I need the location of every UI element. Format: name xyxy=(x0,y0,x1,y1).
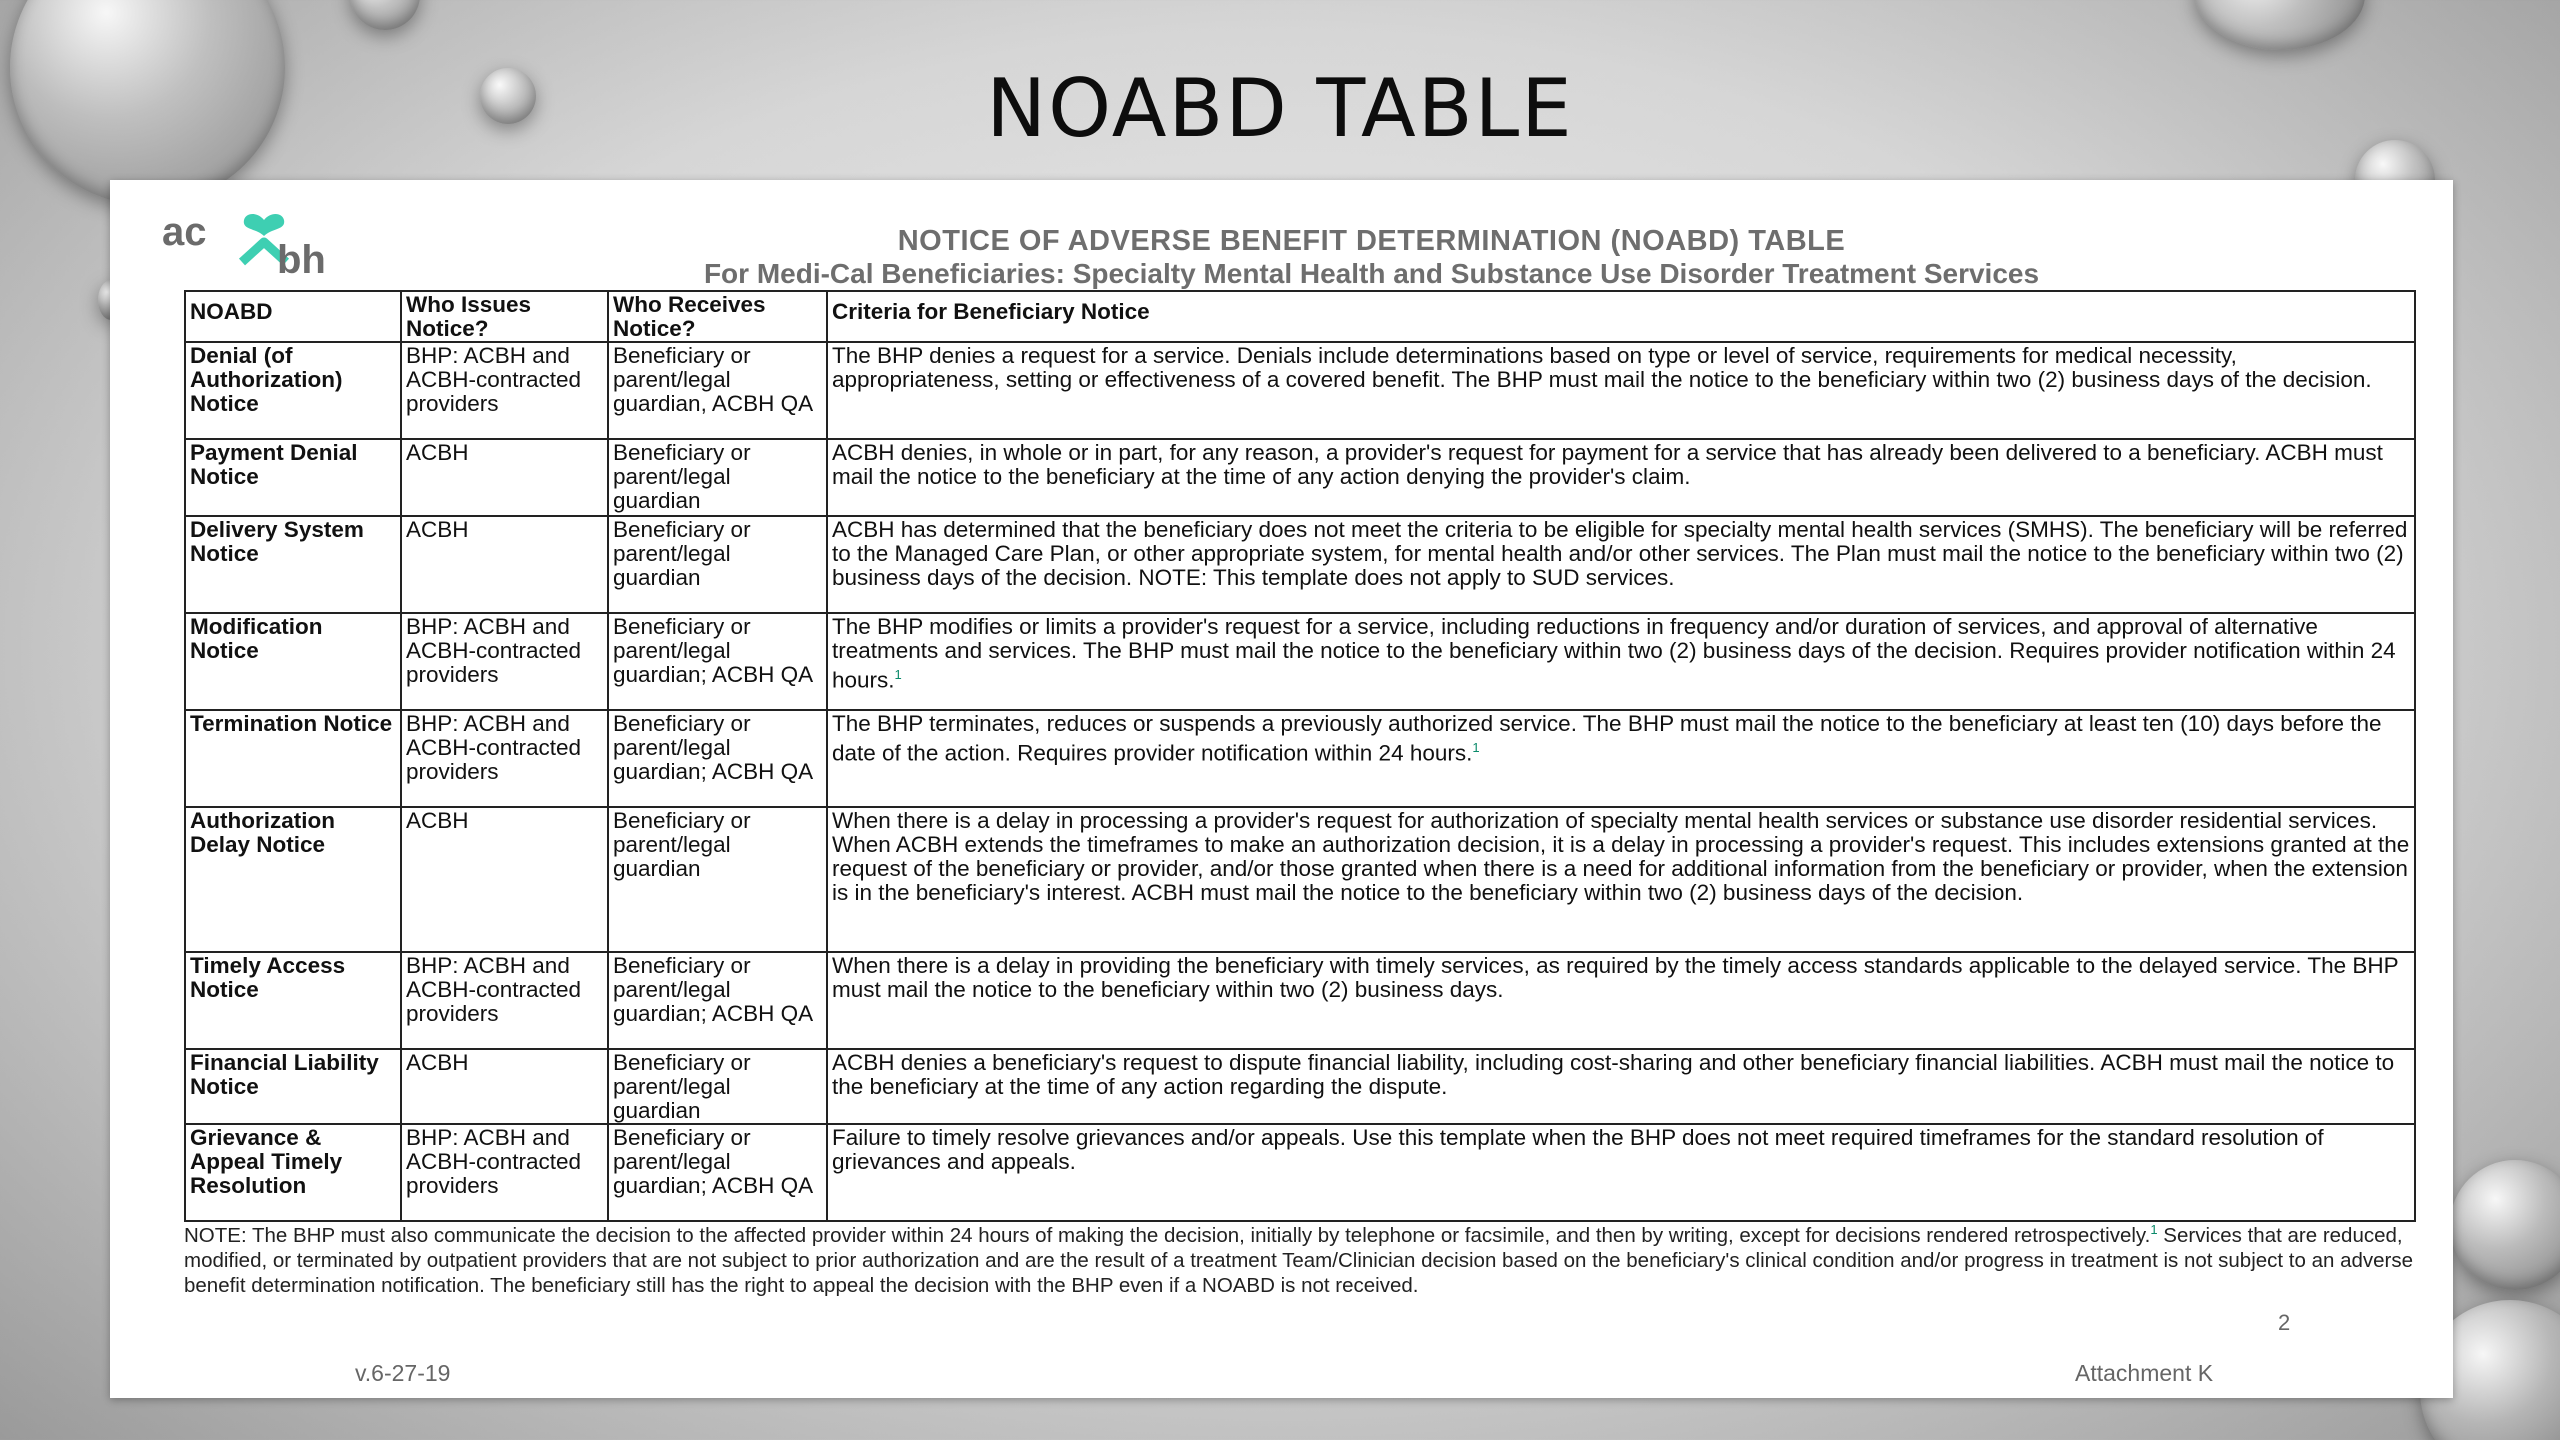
issuer-cell: ACBH xyxy=(401,516,608,613)
noabd-table xyxy=(184,290,2416,1222)
issuer-cell: BHP: ACBH and ACBH-contracted providers xyxy=(401,1124,608,1221)
table-row xyxy=(185,1124,2415,1221)
receiver-cell: Beneficiary or parent/legal guardian, ACBH QA xyxy=(608,342,827,439)
criteria-cell: The BHP denies a request for a service. Denials include determinations based on type or level of service, requirements for medical necessity, appropriateness, setting or effectiveness of a covered benefit. The BHP must mail the notice to the beneficiary within two (2) business days of the decision. xyxy=(827,342,2415,439)
column-header: Who Receives Notice? xyxy=(608,291,827,342)
criteria-cell xyxy=(827,710,2415,807)
document-heading xyxy=(110,225,2453,290)
noabd-name-cell: Delivery System Notice xyxy=(185,516,401,613)
column-header: Criteria for Beneficiary Notice xyxy=(827,291,2415,342)
criteria-text: The BHP terminates, reduces or suspends a previously authorized service. The BHP must mail the notice to the beneficiary at least ten (10) days before the date of the action. Requires provider notification within 24 hours. xyxy=(832,711,2382,766)
receiver-cell: Beneficiary or parent/legal guardian xyxy=(608,807,827,952)
noabd-name-cell: Modification Notice xyxy=(185,613,401,710)
table-row xyxy=(185,710,2415,807)
receiver-cell: Beneficiary or parent/legal guardian; ACBH QA xyxy=(608,613,827,710)
decorative-bubble xyxy=(2195,0,2365,50)
receiver-cell: Beneficiary or parent/legal guardian; ACBH QA xyxy=(608,952,827,1049)
table-row xyxy=(185,1049,2415,1124)
issuer-cell: BHP: ACBH and ACBH-contracted providers xyxy=(401,613,608,710)
receiver-cell: Beneficiary or parent/legal guardian xyxy=(608,439,827,516)
note-part-1: NOTE: The BHP must also communicate the decision to the affected provider within 24 hours of making the decision, initially by telephone or facsimile, and then by writing, except for decisions rendered retrospectively. xyxy=(184,1223,2151,1247)
footnote-mark: 1 xyxy=(1472,740,1480,755)
criteria-cell: When there is a delay in processing a provider's request for authorization of specialty mental health services or substance use disorder residential services. When ACBH extends the timeframes to make an authorization decision, it is a delay in processing a provider's request. This includes extensions granted at the request of the beneficiary or provider, and/or those granted when there is a need for additional information from the beneficiary or provider, when the extension is in the beneficiary's interest. ACBH must mail the notice to the beneficiary within two (2) business days of the decision. xyxy=(827,807,2415,952)
receiver-cell: Beneficiary or parent/legal guardian xyxy=(608,1049,827,1124)
issuer-cell: ACBH xyxy=(401,1049,608,1124)
receiver-cell: Beneficiary or parent/legal guardian xyxy=(608,516,827,613)
document-subtitle: For Medi-Cal Beneficiaries: Specialty Mental Health and Substance Use Disorder Treatment Services xyxy=(703,258,2040,289)
criteria-cell: Failure to timely resolve grievances and/or appeals. Use this template when the BHP does not meet required timeframes for the standard resolution of grievances and appeals. xyxy=(827,1124,2415,1221)
attachment-label: Attachment K xyxy=(2075,1360,2214,1386)
column-header: Who Issues Notice? xyxy=(401,291,608,342)
footnote-text xyxy=(184,1217,2424,1298)
column-header: NOABD xyxy=(185,291,401,342)
receiver-cell: Beneficiary or parent/legal guardian; ACBH QA xyxy=(608,710,827,807)
slide-title: NOABD TABLE xyxy=(986,62,1574,155)
note-part-2: Services that are reduced, modified, or terminated by outpatient providers that are not subject to prior authorization and are the result of a treatment Team/Clinician decision based on the beneficiary's clinical condition and/or progress in treatment is not subject to an adverse benefit determination notification. The beneficiary still has the right to appeal the decision with the BHP even if a NOABD is not received. xyxy=(184,1223,2414,1297)
table-row xyxy=(185,439,2415,516)
criteria-cell: ACBH denies a beneficiary's request to dispute financial liability, including cost-sharing and other beneficiary financial liabilities. ACBH must mail the notice to the beneficiary at the time of any action regarding the dispute. xyxy=(827,1049,2415,1124)
issuer-cell: BHP: ACBH and ACBH-contracted providers xyxy=(401,710,608,807)
version-label: v.6-27-19 xyxy=(355,1360,451,1386)
noabd-name-cell: Grievance & Appeal Timely Resolution xyxy=(185,1124,401,1221)
issuer-cell: ACBH xyxy=(401,807,608,952)
issuer-cell: BHP: ACBH and ACBH-contracted providers xyxy=(401,952,608,1049)
decorative-bubble xyxy=(2450,1160,2560,1290)
footnote-mark: 1 xyxy=(894,667,902,682)
table-row xyxy=(185,516,2415,613)
page-number: 2 xyxy=(2278,1310,2291,1335)
document-title: NOTICE OF ADVERSE BENEFIT DETERMINATION (NOABD) TABLE xyxy=(897,225,1846,257)
criteria-text: The BHP modifies or limits a provider's request for a service, including reductions in frequency and/or duration of services, and approval of alternative treatments and services. The BHP must mail the notice to the beneficiary within two (2) business days of the decision. Requires provider notification within 24 hours. xyxy=(832,614,2396,693)
criteria-cell xyxy=(827,613,2415,710)
noabd-name-cell: Termination Notice xyxy=(185,710,401,807)
noabd-name-cell: Denial (of Authorization) Notice xyxy=(185,342,401,439)
logo-text-left: ac xyxy=(162,210,207,254)
noabd-name-cell: Payment Denial Notice xyxy=(185,439,401,516)
noabd-name-cell: Financial Liability Notice xyxy=(185,1049,401,1124)
criteria-cell: When there is a delay in providing the beneficiary with timely services, as required by the timely access standards applicable to the delayed service. The BHP must mail the notice to the beneficiary within two (2) business days. xyxy=(827,952,2415,1049)
table-row xyxy=(185,952,2415,1049)
noabd-name-cell: Authorization Delay Notice xyxy=(185,807,401,952)
table-row xyxy=(185,342,2415,439)
table-row xyxy=(185,613,2415,710)
logo-text-right: bh xyxy=(277,238,326,282)
table-header-row xyxy=(185,291,2415,342)
document-image xyxy=(110,180,2453,1398)
table-row xyxy=(185,807,2415,952)
decorative-bubble xyxy=(350,0,420,30)
footnote-mark: 1 xyxy=(2150,1222,2158,1237)
criteria-cell: ACBH denies, in whole or in part, for any reason, a provider's request for payment for a service that has already been delivered to a beneficiary. ACBH must mail the notice to the beneficiary at the time of any action denying the provider's claim. xyxy=(827,439,2415,516)
criteria-cell: ACBH has determined that the beneficiary does not meet the criteria to be eligible for specialty mental health services (SMHS). The beneficiary will be referred to the Managed Care Plan, or other appropriate system, for mental health and/or other services. The Plan must mail the notice to the beneficiary within two (2) business days of the decision. NOTE: This template does not apply to SUD services. xyxy=(827,516,2415,613)
issuer-cell: BHP: ACBH and ACBH-contracted providers xyxy=(401,342,608,439)
noabd-name-cell: Timely Access Notice xyxy=(185,952,401,1049)
issuer-cell: ACBH xyxy=(401,439,608,516)
receiver-cell: Beneficiary or parent/legal guardian; ACBH QA xyxy=(608,1124,827,1221)
